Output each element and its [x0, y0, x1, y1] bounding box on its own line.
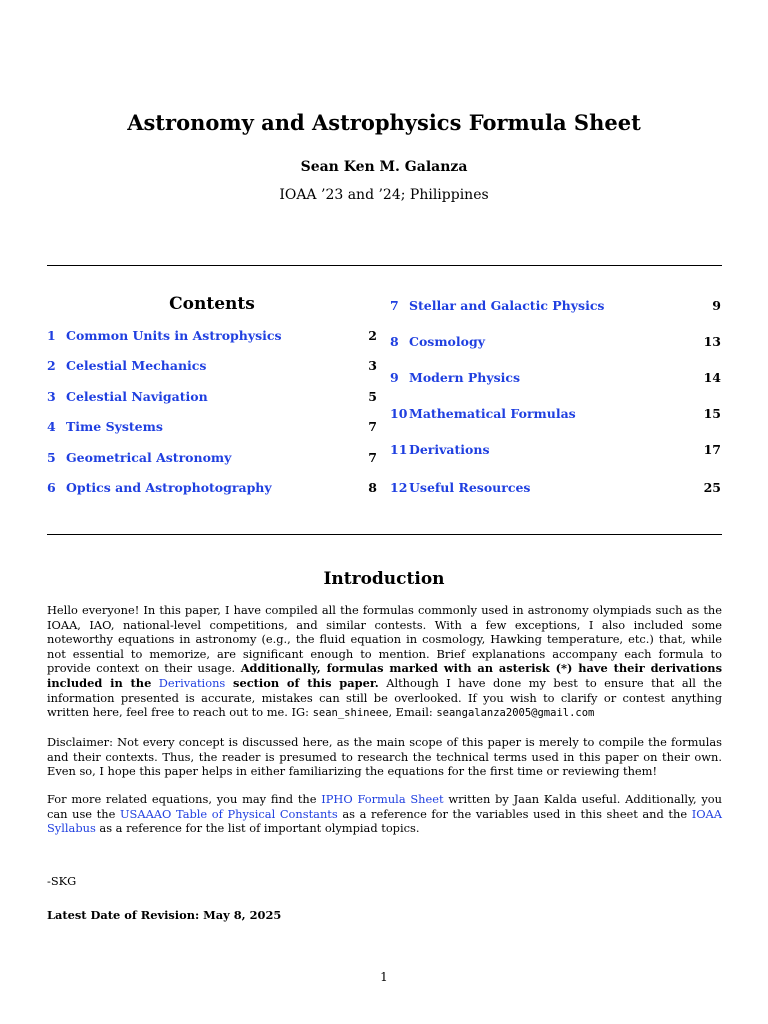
toc-item-stellar-galactic[interactable] [390, 298, 721, 316]
resources-text-1: For more related equations, you may find the [47, 792, 322, 806]
toc-item-time-systems[interactable] [47, 419, 377, 437]
signature: -SKG [47, 874, 77, 888]
intro-paragraph [47, 603, 722, 721]
document-title: Astronomy and Astrophysics Formula Sheet [127, 110, 641, 135]
instagram-handle: sean_shineee [312, 707, 389, 720]
toc-item-number: 10 [390, 406, 408, 421]
toc-item-label: Common Units in Astrophysics [66, 328, 282, 343]
toc-item-page: 7 [368, 450, 377, 465]
toc-item-geometrical-astronomy[interactable] [47, 450, 377, 468]
resources-paragraph [47, 792, 722, 836]
toc-item-number: 11 [390, 442, 408, 457]
toc-item-mathematical-formulas[interactable] [390, 406, 721, 424]
ioaa-syllabus-link[interactable]: IOAA Syllabus [47, 806, 723, 836]
author-name: Sean Ken M. Galanza [300, 159, 468, 175]
toc-item-celestial-mechanics[interactable] [47, 358, 377, 376]
toc-item-optics[interactable] [47, 480, 377, 498]
intro-text: Hello everyone! In this paper, I have compiled all the formulas commonly used in astronomy olympiads such as the IOAA, IAO, national-level competitions, and similar contests. With a few exceptions, I also included some noteworthy equations in astronomy (e.g., the fluid equation in cosmology, Hawking temperature, etc.) that, while not essential to memorize, are significant enough to mention. Brief explanations accompany each formula to provide context on their usage. [47, 603, 722, 676]
toc-item-page: 13 [703, 334, 721, 349]
toc-item-useful-resources[interactable] [390, 480, 721, 498]
resources-text-4: as a reference for the list of important olympiad topics. [95, 821, 420, 836]
toc-item-label: Derivations [409, 442, 490, 457]
toc-item-cosmology[interactable] [390, 334, 721, 352]
toc-item-number: 4 [47, 419, 56, 434]
intro-text-3: , Email: [388, 705, 437, 720]
toc-item-common-units[interactable] [47, 328, 377, 346]
resources-text-3: as a reference for the variables used in this sheet and the [337, 806, 692, 821]
ipho-formula-sheet-link[interactable]: IPHO Formula Sheet [321, 792, 444, 806]
toc-item-page: 15 [703, 406, 721, 421]
toc-item-celestial-navigation[interactable] [47, 389, 377, 407]
author-affiliation: IOAA ’23 and ’24; Philippines [279, 187, 489, 203]
toc-item-page: 9 [712, 298, 721, 313]
toc-item-label: Celestial Navigation [66, 389, 208, 404]
toc-item-label: Time Systems [66, 419, 163, 434]
asterisk-note: Additionally, formulas marked with an asterisk (*) have their derivations included in the [47, 661, 722, 690]
toc-item-page: 7 [368, 419, 377, 434]
top-divider [47, 265, 722, 266]
toc-item-label: Cosmology [409, 334, 485, 349]
toc-item-label: Modern Physics [409, 370, 521, 385]
usaaao-constants-link[interactable]: USAAAO Table of Physical Constants [119, 806, 338, 821]
toc-item-number: 9 [390, 370, 399, 385]
intro-text-2: Although I have done my best to ensure that all the information presented is accurate, mistakes can still be overlooked. If you wish to clarify or contest anything written here, feel free to reach out to me. IG: [47, 675, 723, 720]
toc-item-number: 6 [47, 480, 56, 495]
toc-item-page: 25 [703, 480, 721, 495]
toc-item-number: 1 [47, 328, 56, 343]
email-address: seangalanza2005@gmail.com [436, 707, 595, 720]
toc-item-label: Celestial Mechanics [66, 358, 207, 373]
toc-item-number: 5 [47, 450, 56, 465]
toc-item-label: Useful Resources [409, 480, 531, 495]
toc-item-number: 2 [47, 358, 56, 373]
contents-heading: Contents [169, 294, 255, 314]
revision-date: Latest Date of Revision: May 8, 2025 [47, 908, 282, 922]
resources-text-2: written by Jaan Kalda useful. Additionally, you can use the [47, 792, 722, 821]
toc-item-page: 8 [368, 480, 377, 495]
toc-item-page: 2 [368, 328, 377, 343]
toc-item-label: Stellar and Galactic Physics [409, 298, 605, 313]
toc-item-page: 17 [703, 442, 721, 457]
toc-item-number: 7 [390, 298, 399, 313]
disclaimer-paragraph: Disclaimer: Not every concept is discussed here, as the main scope of this paper is merely to compile the formulas and their contexts. Thus, the reader is presumed to research the technical terms used in this paper on their own. Even so, I hope this paper helps in either familiarizing the equations for the first time or reviewing them! [47, 735, 722, 779]
toc-item-page: 14 [703, 370, 721, 385]
toc-item-number: 3 [47, 389, 56, 404]
toc-item-number: 12 [390, 480, 408, 495]
bottom-divider [47, 534, 722, 535]
toc-item-page: 3 [368, 358, 377, 373]
toc-item-derivations[interactable] [390, 442, 721, 460]
toc-item-number: 8 [390, 334, 399, 349]
toc-item-modern-physics[interactable] [390, 370, 721, 388]
derivations-link[interactable]: Derivations [158, 675, 226, 690]
asterisk-note-end: section of this paper. [225, 675, 379, 690]
toc-item-label: Optics and Astrophotography [66, 480, 272, 495]
toc-item-label: Mathematical Formulas [409, 406, 576, 421]
introduction-heading: Introduction [323, 569, 445, 589]
toc-item-page: 5 [368, 389, 377, 404]
page-number: 1 [380, 970, 388, 984]
toc-item-label: Geometrical Astronomy [66, 450, 232, 465]
